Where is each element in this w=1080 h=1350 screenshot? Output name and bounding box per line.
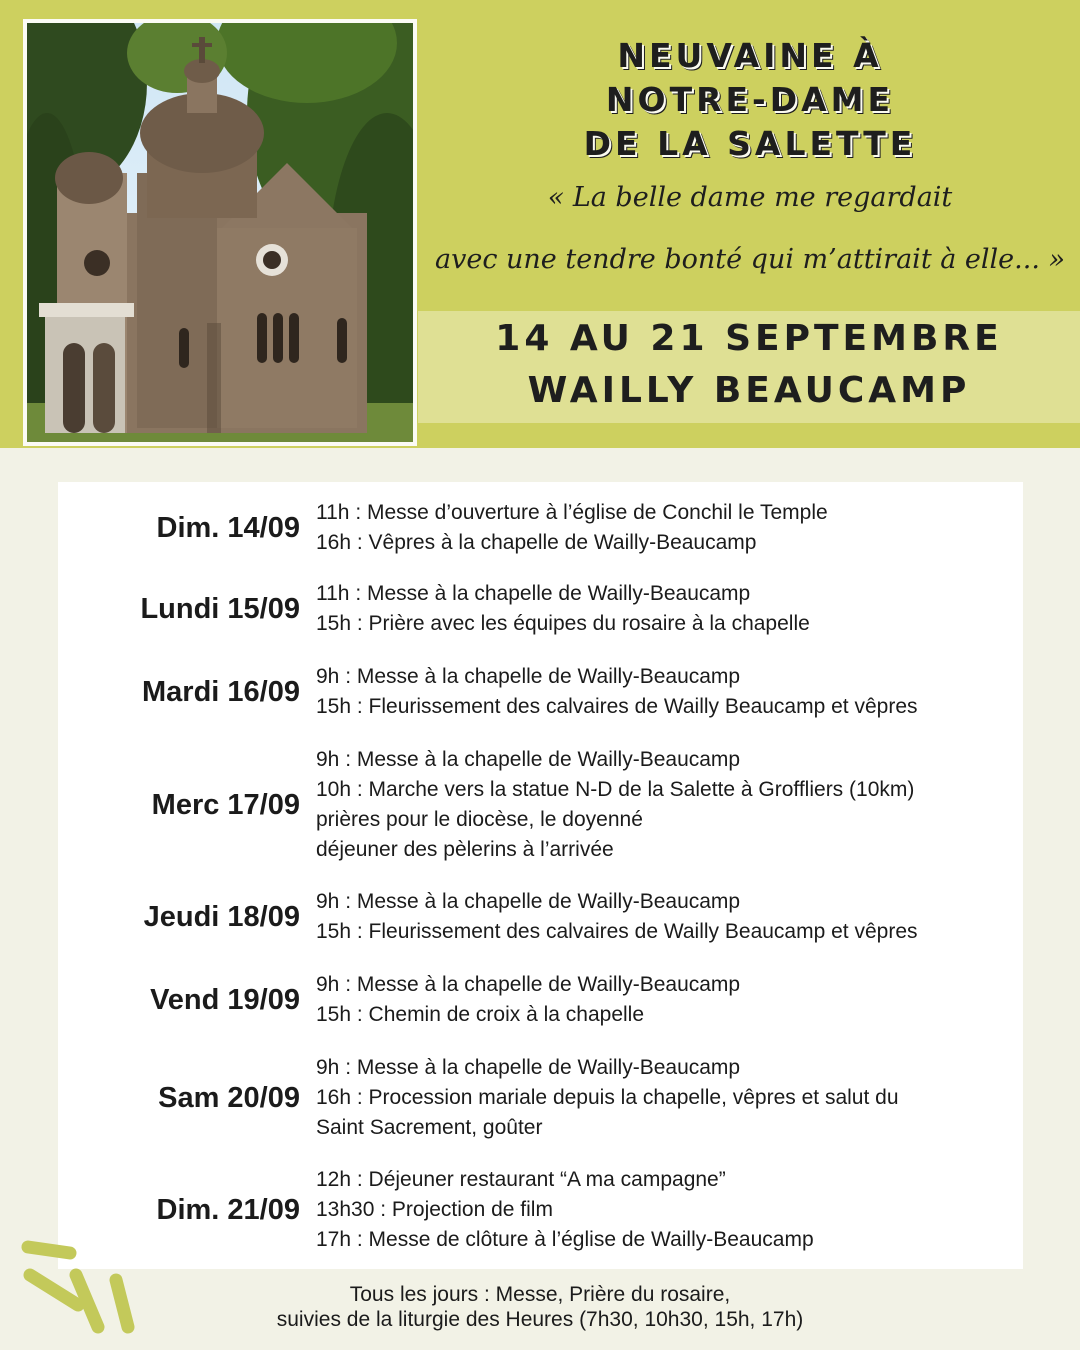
event-line: 9h : Messe à la chapelle de Wailly-Beaucamp <box>316 1056 741 1079</box>
day-label: Vend 19/09 <box>150 983 300 1016</box>
chapel-photo-frame <box>23 19 417 446</box>
event-line: déjeuner des pèlerins à l’arrivée <box>316 838 614 861</box>
chapel-photo <box>27 23 413 442</box>
title-line: NEUVAINE À <box>617 36 883 75</box>
footer-line: suivies de la liturgie des Heures (7h30, 10h30, 15h, 17h) <box>276 1308 804 1331</box>
quote-line-2: avec une tendre bonté qui m’attirait à elle... » <box>434 244 1066 275</box>
event-line: 15h : Chemin de croix à la chapelle <box>316 1003 645 1026</box>
event-line: prières pour le diocèse, le doyenné <box>316 808 643 831</box>
event-line: 11h : Messe à la chapelle de Wailly-Beaucamp <box>316 582 751 605</box>
title-line: DE LA SALETTE <box>583 124 917 163</box>
event-line: 9h : Messe à la chapelle de Wailly-Beaucamp <box>316 748 741 771</box>
footer-note <box>150 1282 930 1332</box>
event-line: 11h : Messe d’ouverture à l’église de Conchil le Temple <box>316 501 828 524</box>
day-events <box>316 1165 1023 1255</box>
event-line: 15h : Fleurissement des calvaires de Wailly Beaucamp et vêpres <box>316 695 918 718</box>
event-line: 15h : Fleurissement des calvaires de Wailly Beaucamp et vêpres <box>316 920 918 943</box>
event-place: WAILLY BEAUCAMP <box>527 370 971 411</box>
day-events <box>316 662 1023 722</box>
schedule-row <box>58 662 1023 722</box>
event-line: 12h : Déjeuner restaurant “A ma campagne” <box>316 1168 726 1191</box>
day-events <box>316 579 1023 639</box>
day-events <box>316 970 1023 1030</box>
event-dates: 14 AU 21 SEPTEMBRE <box>495 318 1003 359</box>
event-line: 9h : Messe à la chapelle de Wailly-Beaucamp <box>316 665 741 688</box>
schedule-row <box>58 887 1023 947</box>
schedule-row <box>58 579 1023 639</box>
event-line: 16h : Vêpres à la chapelle de Wailly-Beaucamp <box>316 531 757 554</box>
schedule-row <box>58 1165 1023 1255</box>
day-label: Sam 20/09 <box>158 1081 300 1114</box>
day-label: Dim. 14/09 <box>156 511 300 544</box>
day-label: Dim. 21/09 <box>156 1193 300 1226</box>
event-line: 15h : Prière avec les équipes du rosaire à la chapelle <box>316 612 810 635</box>
day-events <box>316 498 1023 558</box>
day-events <box>316 887 1023 947</box>
day-label: Merc 17/09 <box>151 788 300 821</box>
sun-rays-icon <box>18 1235 158 1340</box>
event-line: 17h : Messe de clôture à l’église de Wailly-Beaucamp <box>316 1228 814 1251</box>
day-events <box>316 1053 1023 1143</box>
day-events <box>316 745 1023 865</box>
event-line: 9h : Messe à la chapelle de Wailly-Beaucamp <box>316 973 741 996</box>
event-line: 16h : Procession mariale depuis la chapelle, vêpres et salut du <box>316 1086 899 1109</box>
event-line: 10h : Marche vers la statue N-D de la Salette à Groffliers (10km) <box>316 778 915 801</box>
day-label: Lundi 15/09 <box>140 592 300 625</box>
quote-line-1: « La belle dame me regardait <box>547 182 953 213</box>
day-label: Jeudi 18/09 <box>143 900 300 933</box>
schedule-row <box>58 498 1023 558</box>
schedule-panel <box>58 482 1023 1269</box>
event-line: 9h : Messe à la chapelle de Wailly-Beaucamp <box>316 890 741 913</box>
day-label: Mardi 16/09 <box>142 675 300 708</box>
schedule-row <box>58 970 1023 1030</box>
event-line: 13h30 : Projection de film <box>316 1198 553 1221</box>
schedule-row <box>58 1053 1023 1143</box>
footer-line: Tous les jours : Messe, Prière du rosaire, <box>349 1283 731 1306</box>
event-line: Saint Sacrement, goûter <box>316 1116 543 1139</box>
page-title <box>440 34 1060 166</box>
title-line: NOTRE-DAME <box>605 80 895 119</box>
schedule-row <box>58 745 1023 865</box>
